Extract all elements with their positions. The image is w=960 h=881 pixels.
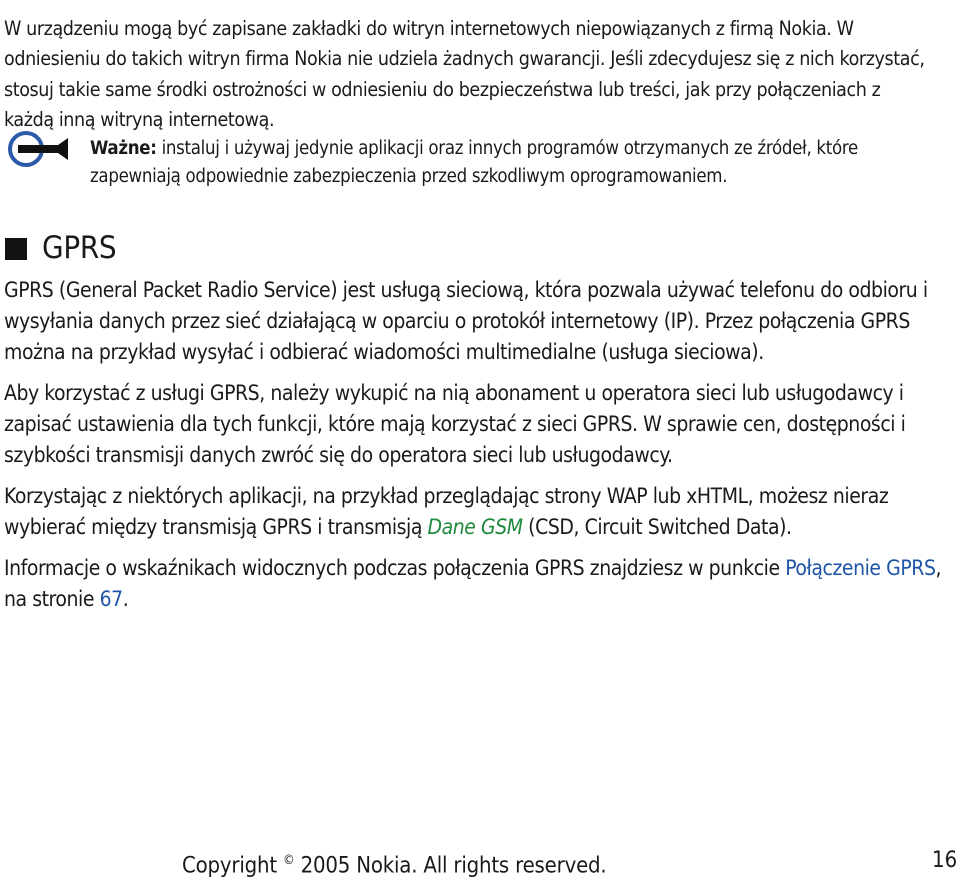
paragraph-gprs-subscription: Aby korzystać z usługi GPRS, należy wykupić na nią abonament u operatora sieci lub usługodawcy i zapisać ustawienia dla tych funkcji, które mają korzystać z sieci GPRS. W sprawie cen, dostępności i szybkości transmisji danych zwróć się do operatora sieci lub usługodawcy.: [4, 381, 906, 467]
paragraph-text: (CSD, Circuit Switched Data).: [522, 515, 792, 539]
link-polaczenie-gprs[interactable]: Połączenie GPRS: [785, 556, 936, 580]
paragraph-text: Informacje o wskaźnikach widocznych podczas połączenia GPRS znajdziesz w punkcie: [4, 556, 786, 580]
link-dane-gsm[interactable]: Dane GSM: [427, 515, 523, 539]
copyright-text: 2005 Nokia. All rights reserved.: [294, 853, 607, 879]
page-number: 16: [932, 848, 958, 873]
section-bullet: [5, 238, 27, 260]
paragraph-gprs-indicators: [4, 553, 954, 615]
section-title: GPRS: [42, 230, 117, 266]
important-note-icon: [6, 126, 72, 172]
footer-copyright: [182, 846, 607, 881]
paragraph-text: Korzystając z niektórych aplikacji, na przykład przeglądając strony WAP lub xHTML, możesz nieraz wybierać między transmisją GPRS i transmisją: [4, 484, 889, 539]
section-body: [4, 275, 954, 625]
paragraph-text: , na stronie: [4, 556, 942, 611]
note-text: instaluj i używaj jedynie aplikacji oraz innych programów otrzymanych ze źródeł, które zapewniają odpowiednie zabezpieczenia przed szkodliwym oprogramowaniem.: [90, 137, 858, 187]
intro-paragraph: W urządzeniu mogą być zapisane zakładki do witryn internetowych niepowiązanych z firmą Nokia. W odniesieniu do takich witryn firma Nokia nie udziela żadnych gwarancji. Jeśli zdecydujesz się z nich korzystać, stosuj takie same środki ostrożności w odniesieniu do bezpieczeństwa lub treści, jak przy połączeniach z każdą inną witryną internetową.: [4, 16, 925, 131]
copyright-prefix: Copyright: [182, 853, 283, 879]
paragraph-gprs-csd: [4, 481, 954, 543]
copyright-symbol: ©: [283, 853, 295, 868]
important-note: [90, 135, 950, 191]
paragraph-gprs-definition: GPRS (General Packet Radio Service) jest usługą sieciową, która pozwala używać telefonu do odbioru i wysyłania danych przez sieć działającą w oparciu o protokół internetowy (IP). Przez połączenia GPRS można na przykład wysyłać i odbierać wiadomości multimedialne (usługa sieciowa).: [4, 278, 928, 364]
note-label: Ważne:: [90, 137, 157, 159]
link-page-67[interactable]: 67: [99, 587, 123, 611]
paragraph-text: .: [122, 587, 129, 611]
